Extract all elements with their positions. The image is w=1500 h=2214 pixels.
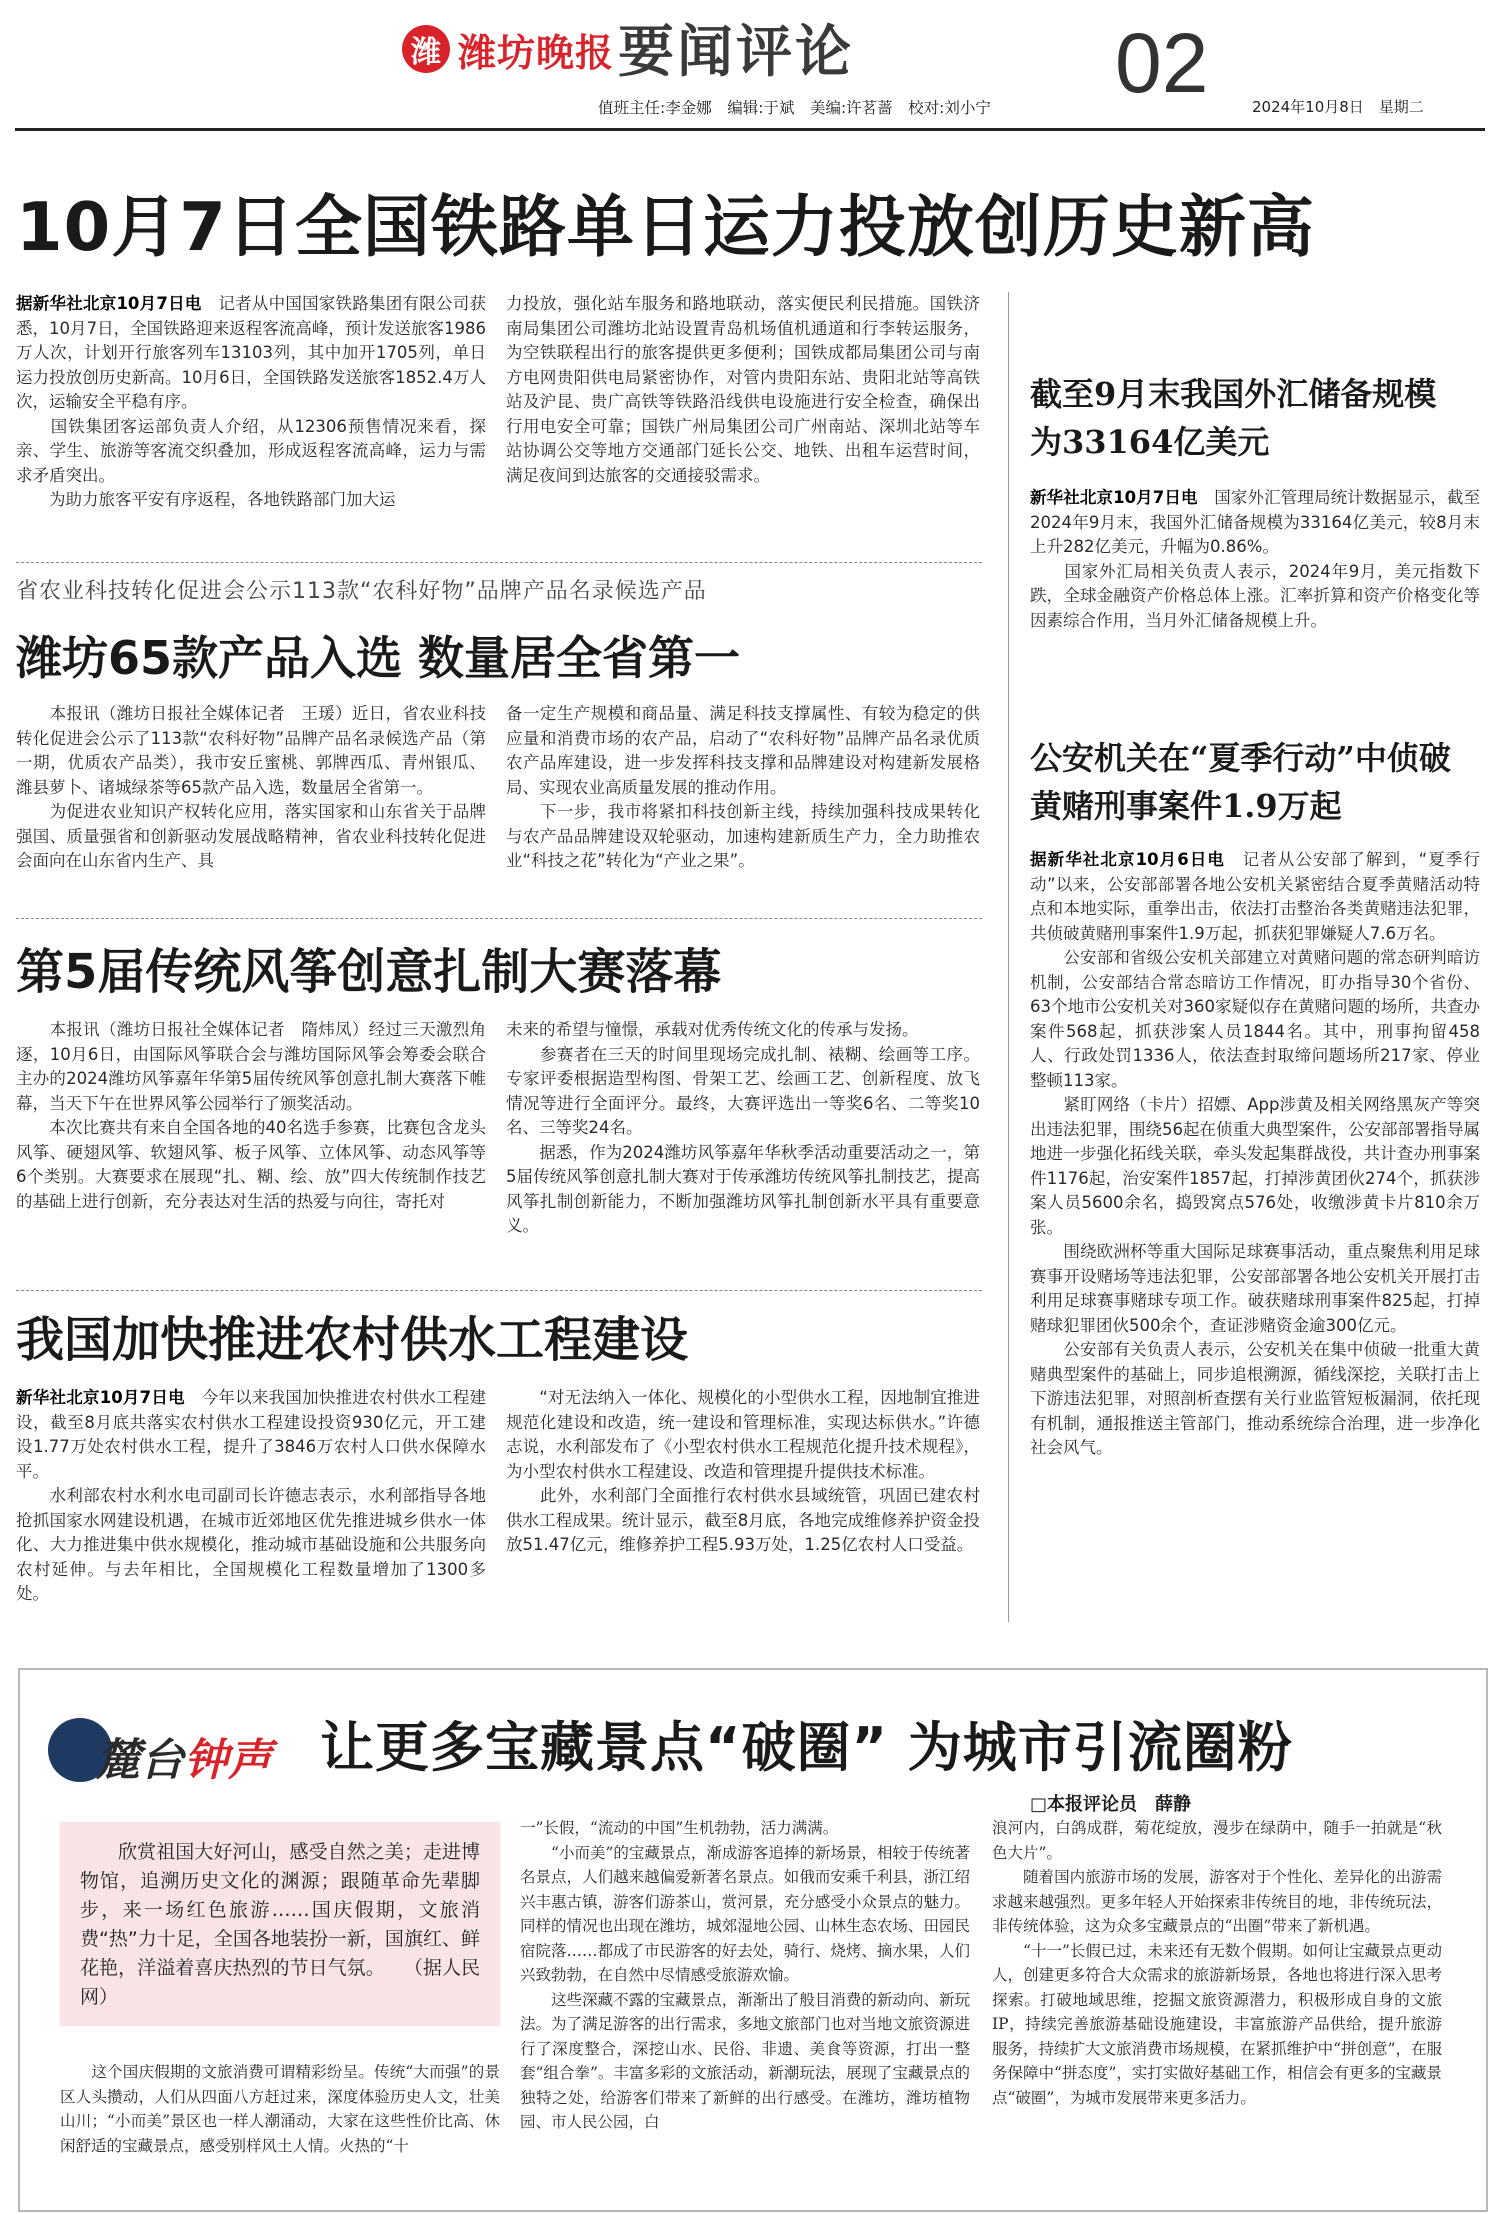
section-title: 要闻评论 xyxy=(618,19,854,85)
article-agri-col1: 本报讯（潍坊日报社全媒体记者 王瑗）近日，省农业科技转化促进会公示了113款“农科好物”品牌产品名录候选产品（第一期，优质农产品类），我市安丘蜜桃、郭牌西瓜、青州银瓜、潍县萝卜、诸城绿茶等65款产品入选，数量居全省第一。 为促进农业知识产权转化应用，落实国家和山东省关于品牌强国、质量强省和创新驱动发展战略精神，省农业科技转化促进会面向在山东省内生产、具 xyxy=(16,704,486,870)
article-railway-col2: 力投放，强化站车服务和路地联动，落实便民利民措施。国铁济南局集团公司潍坊北站设置青岛机场值机通道和行李转运服务，为空铁联程出行的旅客提供更多便利；国铁成都局集团公司与南方电网贵阳供电局紧密协作，对管内贵阳东站、贵阳北站等高铁站及沪昆、贵广高铁等铁路沿线供电设施进行安全检查，确保出行用电安全可靠；国铁广州局集团公司广州南站、深圳北站等车站协调公交等地方交通部门延长公交、地铁、出租车运营时间，满足夜间到达旅客的交通接驳需求。 xyxy=(506,294,980,485)
newspaper-name: 潍坊晚报 xyxy=(458,30,615,75)
issue-date: 2024年10月8日 星期二 xyxy=(1252,98,1424,116)
commentary-col2: 一”长假，“流动的中国”生机勃勃，活力满满。 “小而美”的宝藏景点，渐成游客追捧的新场景，相较于传统著名景点，人们越来越偏爱新著名景点。如俄而安乘千利县，浙江绍兴丰惠古镇，游客们游茶山，赏河景，充分感受小众景点的魅力。同样的情况也出现在潍坊，城郊湿地公园、山林生态农场、田园民宿院落……都成了市民游客的好去处，骑行、烧烤、摘水果，人们兴致勃勃，在自然中尽情感受旅游欢愉。 这些深藏不露的宝藏景点，渐渐出了般目消费的新动向、新玩法。为了满足游客的出行需求，多地文旅部门也对当地文旅资源进行了深度整合，深挖山水、民俗、非遗、美食等资源，打出一整套“组合拳”。丰富多彩的文旅活动，新潮玩法，展现了宝藏景点的独特之处，给游客们带来了新鲜的出行感受。在潍坊，潍坊植物园、市人民公园，白 xyxy=(520,1819,970,2131)
article-kite-col2: 未来的希望与憧憬，承载对优秀传统文化的传承与发扬。 参赛者在三天的时间里现场完成扎制、裱糊、绘画等工序。专家评委根据造型构图、骨架工艺、绘画工艺、创新程度、放飞情况等进行全面评分。最终，大赛评选出一等奖6名、二等奖10名、三等奖24名。 据悉，作为2024潍坊风筝嘉年华秋季活动重要活动之一，第5届传统风筝创意扎制大赛对于传承潍坊传统风筝扎制技艺，提高风筝扎制创新能力，不断加强潍坊风筝扎制创新水平具有重要意义。 xyxy=(506,1020,980,1235)
column-rule xyxy=(1008,292,1009,1622)
article-railway-col1 xyxy=(16,292,486,513)
commentary-author: □本报评论员 薛静 xyxy=(1030,1794,1192,1815)
dateline: 据新华社北京10月6日电 xyxy=(1030,850,1226,869)
masthead-rule xyxy=(15,128,1485,131)
column-brand-name: 麓台钟声 xyxy=(96,1735,272,1786)
page-number: 02 xyxy=(1115,16,1209,110)
article-forex-headline: 截至9月末我国外汇储备规模为33164亿美元 xyxy=(1030,375,1437,461)
dateline: 新华社北京10月7日电 xyxy=(1030,488,1198,507)
article-water-headline: 我国加快推进农村供水工程建设 xyxy=(16,1312,689,1368)
commentary-headline: 让更多宝藏景点“破圈” 为城市引流圈粉 xyxy=(320,1716,1293,1779)
article-railway-headline: 10月7日全国铁路单日运力投放创历史新高 xyxy=(16,188,1315,266)
article-agri-kicker: 省农业科技转化促进会公示113款“农科好物”品牌产品名录候选产品 xyxy=(16,579,707,604)
article-kite-headline: 第5届传统风筝创意扎制大赛落幕 xyxy=(16,944,722,1000)
commentary-col3: 浪河内，白鸽成群，菊花绽放，漫步在绿荫中，随手一拍就是“秋色大片”。 随着国内旅游市场的发展，游客对于个性化、差异化的出游需求越来越强烈。更多年轻人开始探索非传统目的地，非传统玩法，非传统体验，这为众多宝藏景点的“出圈”带来了新机遇。 “十一”长假已过，未来还有无数个假期。如何让宝藏景点更动人，创建更多符合大众需求的旅游新场景，各地也将进行深入思考探索。打破地域思维，挖掘文旅资源潜力，积极形成自身的文旅IP，持续完善旅游基础设施建设，丰富旅游产品供给，提升旅游服务，持续扩大文旅消费市场规模，在紧抓维护中“拼创意”，在服务保障中“拼态度”，实打实做好基础工作，相信会有更多的宝藏景点“破圈”，为城市发展带来更多活力。 xyxy=(992,1819,1442,2107)
article-water-col2: “对无法纳入一体化、规模化的小型供水工程，因地制宜推进规范化建设和改造，统一建设和管理标准，实现达标供水。”许德志说，水利部发布了《小型农村供水工程规范化提升技术规程》，为小型农村供水工程建设、改造和管理提升提供技术标准。 此外，水利部门全面推行农村供水县域统管，巩固已建农村供水工程成果。统计显示，截至8月底，各地完成维修养护资金投放51.47亿元，维修养护工程5.93万处，1.25亿农村人口受益。 xyxy=(506,1388,980,1554)
article-agri-headline: 潍坊65款产品入选 数量居全省第一 xyxy=(16,631,741,685)
article-agri-col2: 备一定生产规模和商品量、满足科技支撑属性、有较为稳定的供应量和消费市场的农产品，启动了“农科好物”品牌产品名录优质农产品库建设，进一步发挥科技支撑和品牌建设对构建新发展格局、实现农业高质量发展的推动作用。 下一步，我市将紧扣科技创新主线，持续加强科技成果转化与农产品品牌建设双轮驱动，加速构建新质生产力，全力助推农业“科技之花”转化为“产业之果”。 xyxy=(506,704,980,870)
article-kite-col1: 本报讯（潍坊日报社全媒体记者 隋炜凤）经过三天激烈角逐，10月6日，由国际风筝联合会与潍坊国际风筝会筹委会联合主办的2024潍坊风筝嘉年华第5届传统风筝创意扎制大赛落下帷幕，当天下午在世界风筝公园举行了颁奖活动。 本次比赛共有来自全国各地的40名选手参赛，比赛包含龙头风筝、硬翅风筝、软翅风筝、板子风筝、立体风筝、动态风筝等6个类别。大赛要求在展现“扎、糊、绘、放”四大传统制作技艺的基础上进行创新，充分表达对生活的热爱与向往，寄托对 xyxy=(16,1020,486,1211)
article-forex-body xyxy=(1030,486,1480,633)
body-text: 今年以来我国加快推进农村供水工程建设，截至8月底共落实农村供水工程建设投资930亿元，开工建设1.77万处农村供水工程，提升了3846万农村人口供水保障水平。 水利部农村水利水电司副司长许德志表示，水利部指导各地抢抓国家水网建设机遇，在城市近郊地区优先推进城乡供水一体化、大力推进集中供水规模化，推动城市基础设施和公共服务向农村延伸。与去年相比，全国规模化工程数量增加了1300多处。 xyxy=(16,1388,486,1603)
body-text: 记者从中国国家铁路集团有限公司获悉，10月7日，全国铁路迎来返程客流高峰，预计发送旅客1986万人次，计划开行旅客列车13103列，其中加开1705列，单日运力投放创历史新高。10月6日，全国铁路发送旅客1852.4万人次，运输安全平稳有序。 国铁集团客运部负责人介绍，从12306预售情况来看，探亲、学生、旅游等客流交织叠加，形成返程客流高峰，运力与需求矛盾突出。 为助力旅客平安有序返程，各地铁路部门加大运 xyxy=(16,294,486,509)
section-divider xyxy=(16,562,982,563)
article-police-body xyxy=(1030,848,1480,1461)
body-text: 记者从公安部了解到，“夏季行动”以来，公安部部署各地公安机关紧密结合夏季黄赌活动特点和本地实际，重拳出击，依法打击整治各类黄赌违法犯罪，共侦破黄赌刑事案件1.9万起，抓获犯罪嫌疑人7.6万名。 公安部和省级公安机关部建立对黄赌问题的常态研判暗访机制，公安部结合常态暗访工作情况，盯办指导30个省份、63个地市公安机关对360家疑似存在黄赌问题的场所，共查办案件568起，抓获涉案人员1844名。其中，刑事拘留458人、行政处罚1336人，依法查封取缔问题场所217家、停业整顿113家。 紧盯网络（卡片）招嫖、App涉黄及相关网络黑灰产等突出违法犯罪，围绕56起在侦重大典型案件，公安部部署指导属地进一步强化拓线关联，牵头发起集群战役，共计查办刑事案件1176起，治安案件1857起，打掉涉黄团伙274个，抓获涉案人员5600余名，捣毁窝点576处，收缴涉黄卡片810余万张。 围绕欧洲杯等重大国际足球赛事活动，重点聚焦利用足球赛事开设赌场等违法犯罪，公安部部署各地公安机关开展打击利用足球赛事赌球专项工作。破获赌球刑事案件825起，打掉赌球犯罪团伙500余个，查证涉赌资金逾300亿元。 公安部有关负责人表示，公安机关在集中侦破一批重大黄赌典型案件的基础上，同步追根溯源，循线深挖，关联打击上下游违法犯罪，对照剖析查摆有关行业监管短板漏洞，依托现有机制，通报推送主管部门，推动系统综合治理，进一步净化社会风气。 xyxy=(1030,850,1480,1457)
section-divider xyxy=(16,1290,982,1291)
commentary-col1: 这个国庆假期的文旅消费可谓精彩纷呈。传统“大而强”的景区人头攒动，人们从四面八方赶过来，深度体验历史人文，壮美山川；“小而美”景区也一样人潮涌动，大家在这些性价比高、休闲舒适的宝藏景点，感受别样风土人情。火热的“十 xyxy=(60,2063,500,2155)
section-divider xyxy=(16,918,982,919)
logo-emblem-icon: 潍 xyxy=(402,25,450,73)
article-water-col1 xyxy=(16,1386,486,1607)
body-text: 国家外汇管理局统计数据显示，截至2024年9月末，我国外汇储备规模为33164亿美元，较8月末上升282亿美元，升幅为0.86%。 国家外汇局相关负责人表示，2024年9月，美元指数下跌，全球金融资产价格总体上涨。汇率折算和资产价格变化等因素综合作用，当月外汇储备规模上升。 xyxy=(1030,488,1480,630)
article-police-headline: 公安机关在“夏季行动”中侦破黄赌刑事案件1.9万起 xyxy=(1030,739,1451,825)
column-brand xyxy=(48,1712,298,1790)
editor-credits: 值班主任:李金娜 编辑:于斌 美编:许茗蔷 校对:刘小宁 xyxy=(598,99,991,117)
newspaper-logo xyxy=(402,18,632,80)
dateline: 据新华社北京10月7日电 xyxy=(16,294,202,313)
quote-box-text: 欣赏祖国大好河山，感受自然之美；走进博物馆，追溯历史文化的渊源；跟随革命先辈脚步，来一场红色旅游……国庆假期，文旅消费“热”力十足，全国各地装扮一新，国旗红、鲜花艳，洋溢着喜庆热烈的节日气氛。 （据人民网） xyxy=(80,1841,480,2008)
dateline: 新华社北京10月7日电 xyxy=(16,1388,185,1407)
